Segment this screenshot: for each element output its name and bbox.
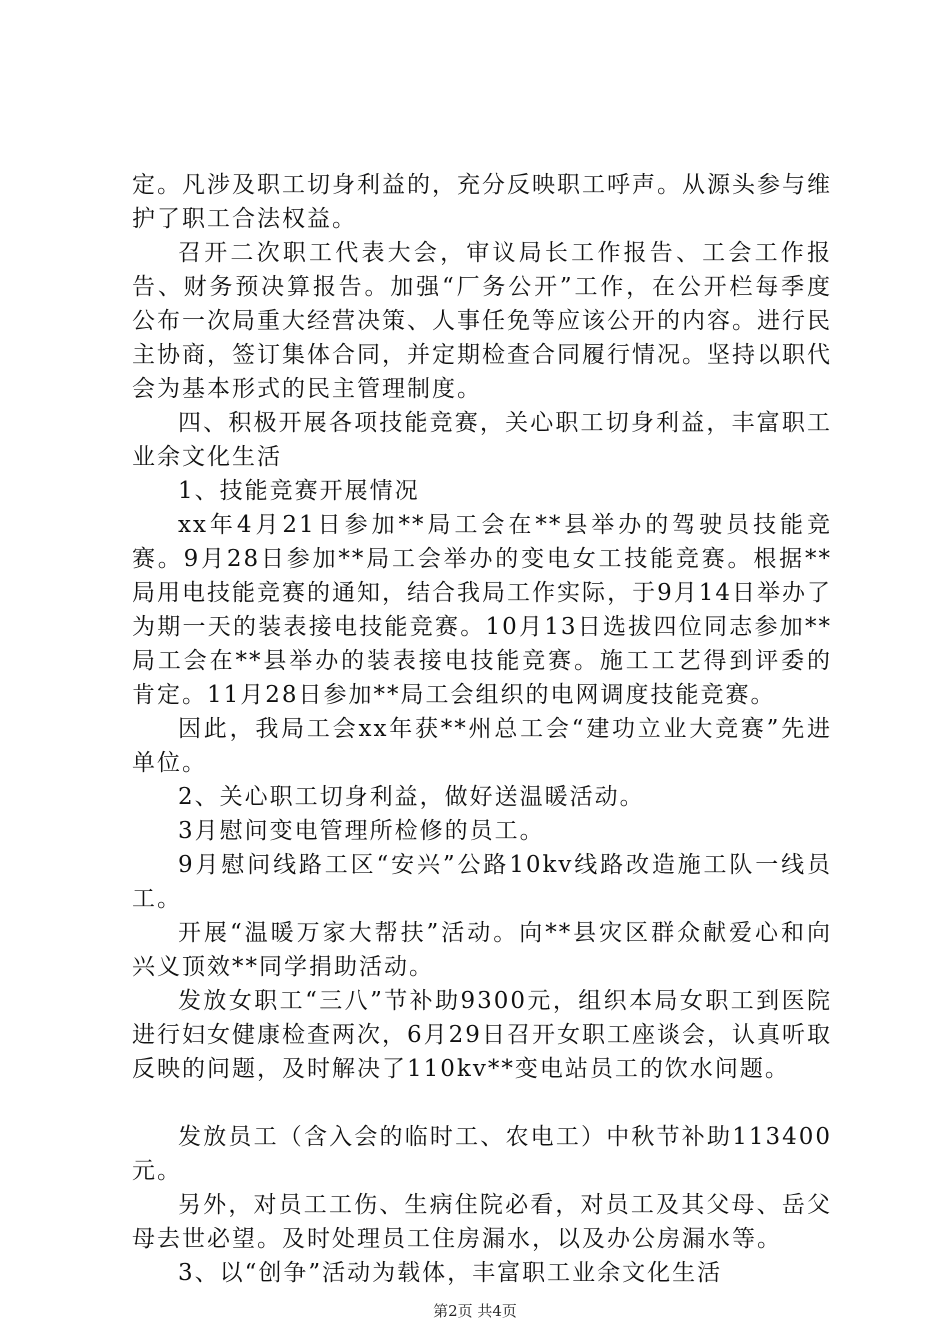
paragraph-skill-contests: xx年4月21日参加**局工会在**县举办的驾驶员技能竞赛。9月28日参加**局工会举办的变电女工技能竞赛。根据**局用电技能竞赛的通知，结合我局工作实际，于9月14日举办了为期一天的装表接电技能竞赛。10月13日选拔四位同志参加**局工会在**县举办的装表接电技能竞赛。施工工艺得到评委的肯定。11月28日参加**局工会组织的电网调度技能竞赛。 — [132, 512, 832, 708]
subheading-chuangzheng-activity: 3、以“创争”活动为载体，丰富职工业余文化生活 — [178, 1260, 723, 1286]
subheading-skill-contests: 1、技能竞赛开展情况 — [178, 478, 420, 504]
paragraph-march-visit: 3月慰问变电管理所检修的员工。 — [178, 818, 545, 844]
blank-line — [132, 1086, 832, 1120]
section-heading-4: 四、积极开展各项技能竞赛，关心职工切身利益，丰富职工业余文化生活 — [132, 410, 832, 470]
paragraph-helping-activity: 开展“温暖万家大帮扶”活动。向**县灾区群众献爱心和向兴义顶效**同学捐助活动。 — [132, 920, 832, 980]
page-footer: 第2页 共4页 — [433, 1302, 517, 1320]
document-body — [132, 168, 832, 1290]
paragraph-womens-day-subsidy: 发放女职工“三八”节补助9300元，组织本局女职工到医院进行妇女健康检查两次，6月29日召开女职工座谈会，认真听取反映的问题，及时解决了110kv**变电站员工的饮水问题。 — [132, 988, 832, 1082]
paragraph-award: 因此，我局工会xx年获**州总工会“建功立业大竞赛”先进单位。 — [132, 716, 832, 776]
paragraph-mid-autumn-subsidy: 发放员工（含入会的临时工、农电工）中秋节补助113400元。 — [132, 1124, 832, 1184]
paragraph-continued: 定。凡涉及职工切身利益的，充分反映职工呼声。从源头参与维护了职工合法权益。 — [132, 172, 832, 232]
subheading-care-activities: 2、关心职工切身利益，做好送温暖活动。 — [178, 784, 645, 810]
paragraph-other-care: 另外，对员工工伤、生病住院必看，对员工及其父母、岳父母去世必望。及时处理员工住房漏水，以及办公房漏水等。 — [132, 1192, 832, 1252]
paragraph-workers-congress: 召开二次职工代表大会，审议局长工作报告、工会工作报告、财务预决算报告。加强“厂务公开”工作，在公开栏每季度公布一次局重大经营决策、人事任免等应该公开的内容。进行民主协商，签订集体合同，并定期检查合同履行情况。坚持以职代会为基本形式的民主管理制度。 — [132, 240, 832, 402]
paragraph-september-visit: 9月慰问线路工区“安兴”公路10kv线路改造施工队一线员工。 — [132, 852, 832, 912]
